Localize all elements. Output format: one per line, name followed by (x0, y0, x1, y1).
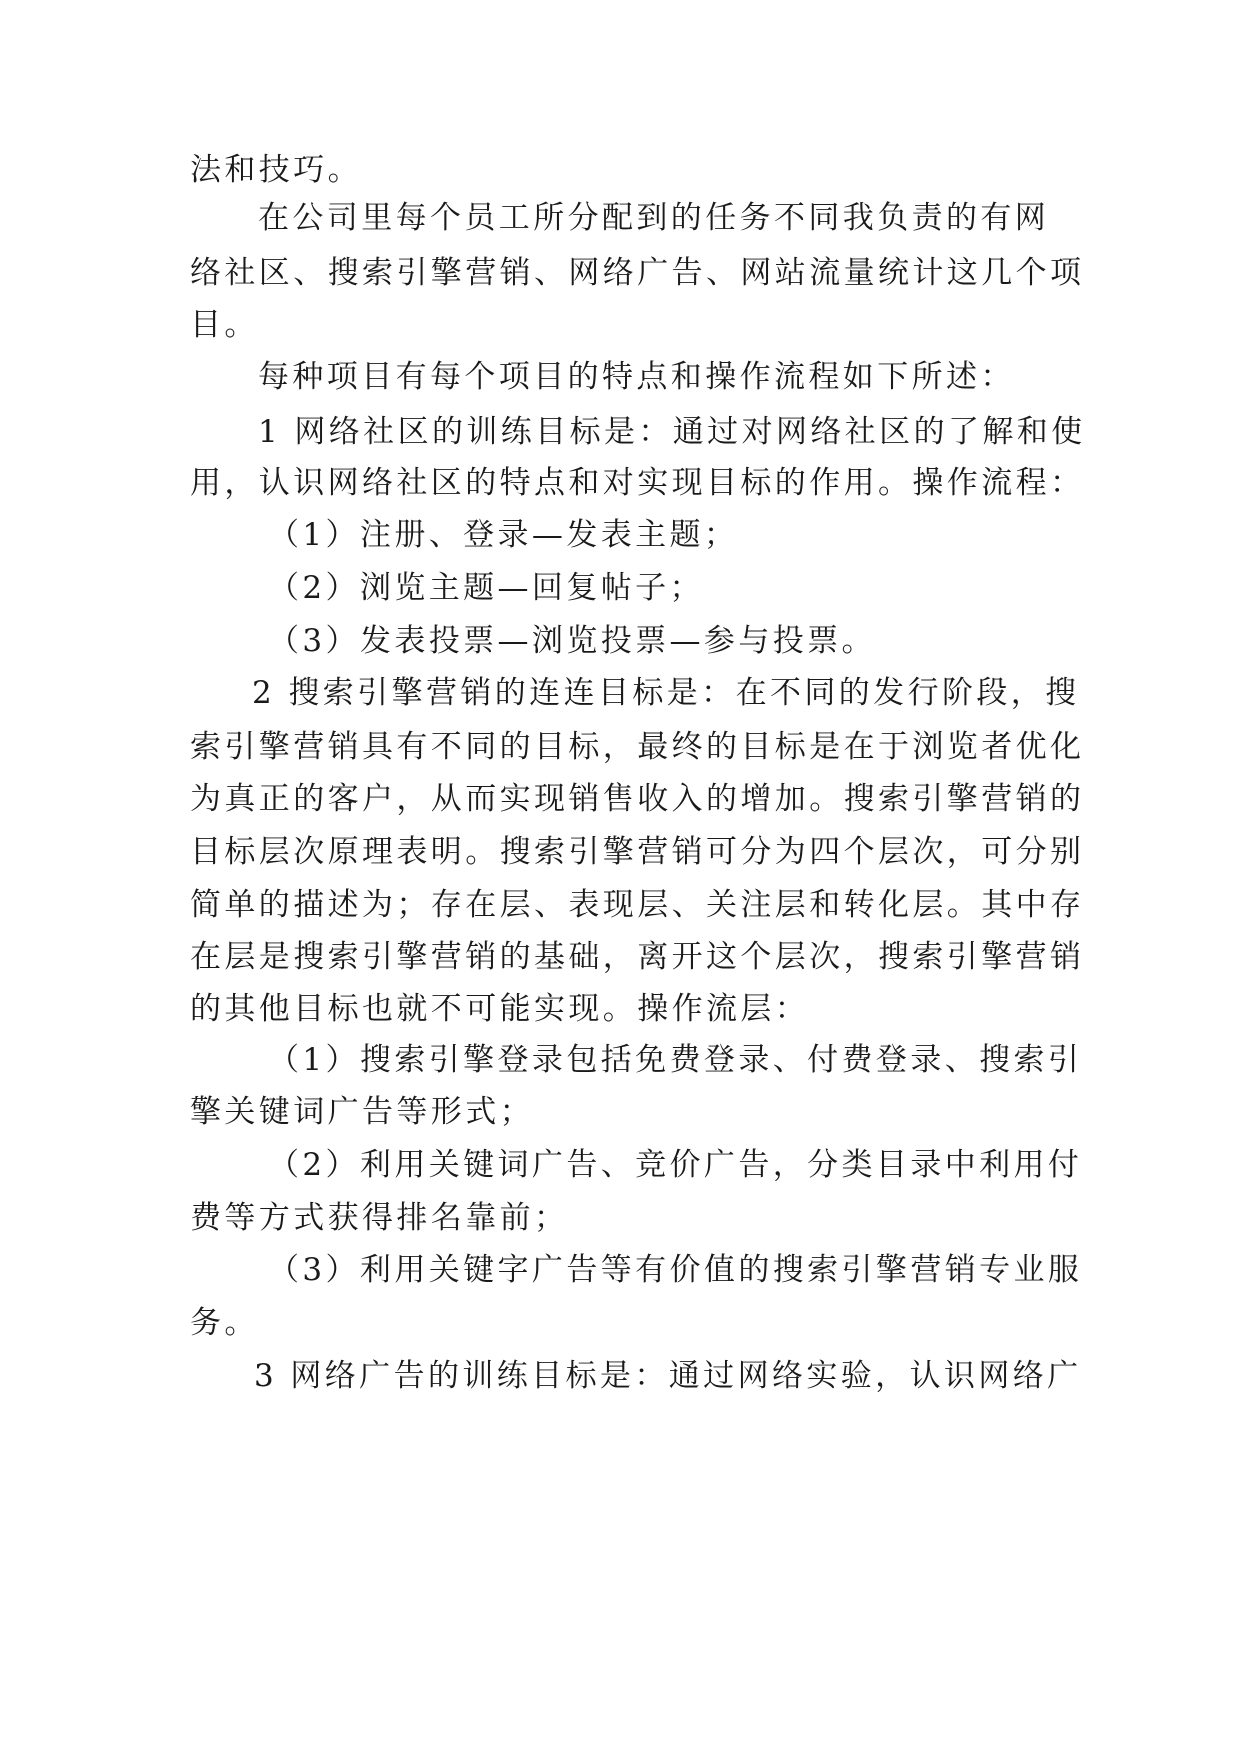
text-line: 务。 (190, 1305, 259, 1341)
text-line: 用，认识网络社区的特点和对实现目标的作用。操作流程： (190, 465, 1085, 501)
section-2-heading: 2 搜索引擎营销的连连目标是：在不同的发行阶段，搜 (252, 675, 1080, 711)
list-item: （2）利用关键词广告、竞价广告，分类目录中利用付 (268, 1147, 1083, 1183)
text-line: 为真正的客户，从而实现销售收入的增加。搜索引擎营销的 (190, 781, 1085, 817)
text-line: 简单的描述为；存在层、表现层、关注层和转化层。其中存 (190, 887, 1085, 923)
list-item: （3）利用关键字广告等有价值的搜索引擎营销专业服 (268, 1252, 1083, 1288)
text-line: 目。 (190, 307, 259, 343)
text-line: 索引擎营销具有不同的目标，最终的目标是在于浏览者优化 (190, 729, 1085, 765)
list-item: （3）发表投票—浏览投票—参与投票。 (268, 623, 876, 659)
text-line: 目标层次原理表明。搜索引擎营销可分为四个层次，可分别 (190, 834, 1085, 870)
paragraph-start: 每种项目有每个项目的特点和操作流程如下所述： (258, 359, 1015, 395)
list-item: （1）注册、登录—发表主题； (268, 517, 739, 553)
paragraph-start: 在公司里每个员工所分配到的任务不同我负责的有网 (258, 200, 1050, 236)
list-item: （1）搜索引擎登录包括免费登录、付费登录、搜索引 (268, 1042, 1083, 1078)
text-line: 费等方式获得排名靠前； (190, 1200, 569, 1236)
text-line: 在层是搜索引擎营销的基础，离开这个层次，搜索引擎营销 (190, 939, 1085, 975)
list-item: （2）浏览主题—回复帖子； (268, 570, 704, 606)
text-line: 擎关键词广告等形式； (190, 1094, 534, 1130)
text-line: 的其他目标也就不可能实现。操作流层： (190, 991, 810, 1027)
text-line: 络社区、搜索引擎营销、网络广告、网站流量统计这几个项 (190, 255, 1085, 291)
section-1-heading: 1 网络社区的训练目标是：通过对网络社区的了解和使 (258, 414, 1086, 450)
section-3-heading: 3 网络广告的训练目标是：通过网络实验，认识网络广 (254, 1358, 1082, 1394)
text-line: 法和技巧。 (190, 152, 362, 188)
